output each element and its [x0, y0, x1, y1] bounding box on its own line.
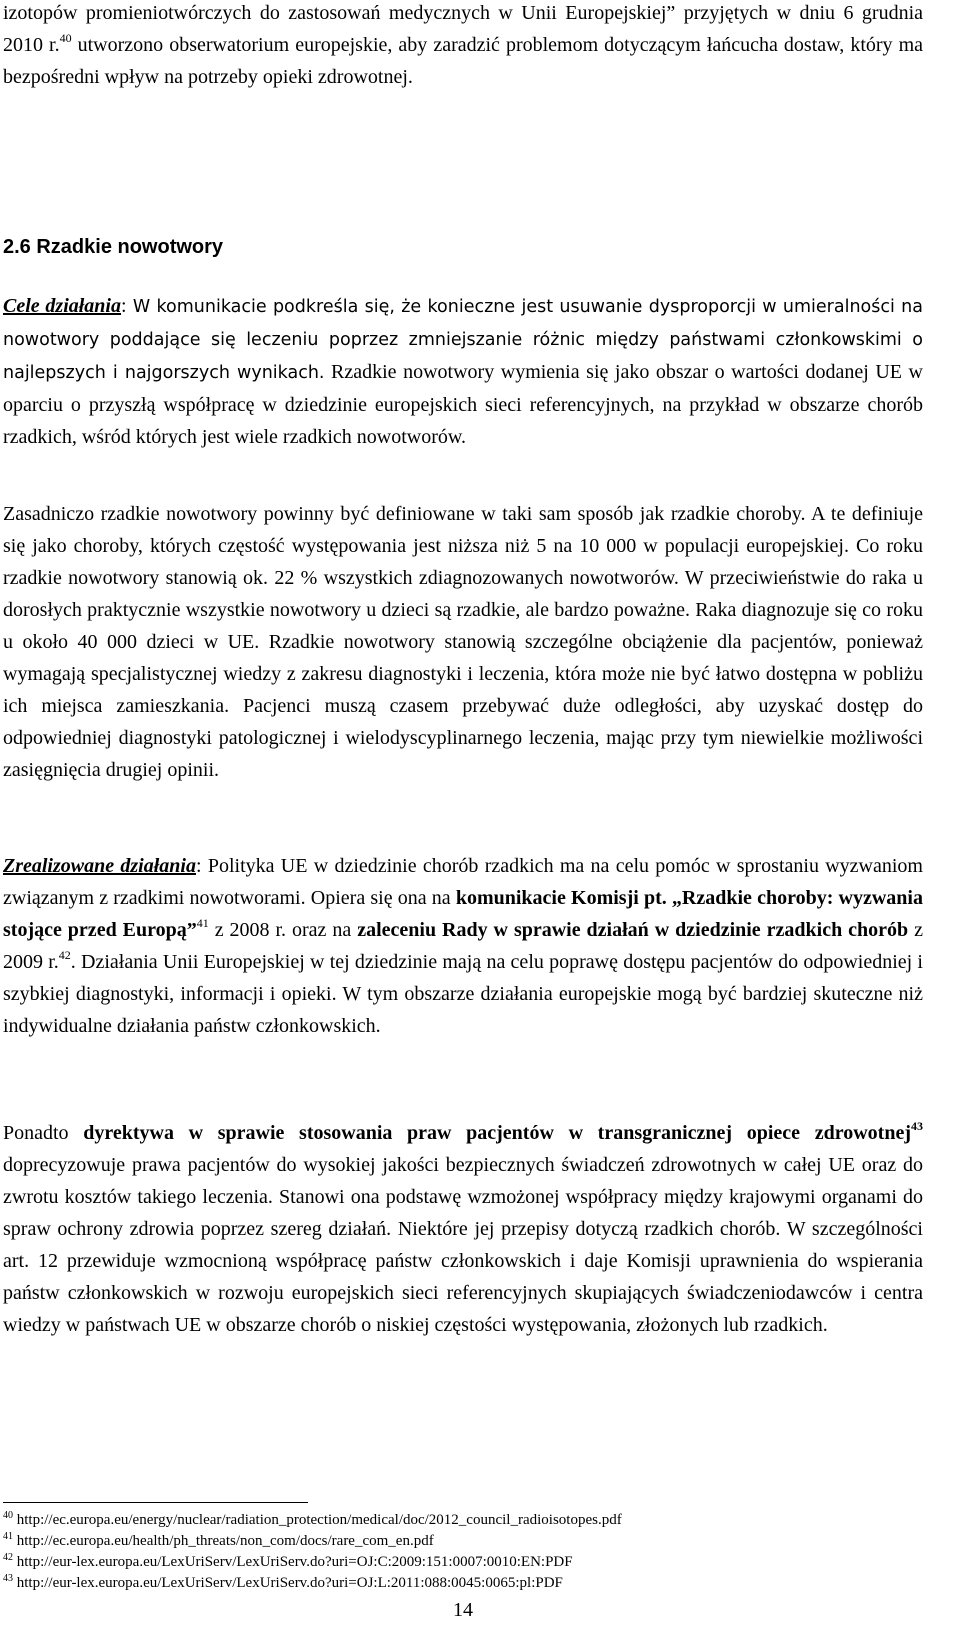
goals-label: Cele działania	[3, 295, 121, 317]
page-number: 14	[453, 1599, 473, 1621]
footnotes-list	[3, 1510, 923, 1594]
footnote-link[interactable]: http://eur-lex.europa.eu/LexUriServ/LexUriServ.do?uri=OJ:C:2009:151:0007:0010:EN:PDF	[13, 1554, 573, 1570]
footnote-link[interactable]: http://ec.europa.eu/energy/nuclear/radiation_protection/medical/doc/2012_council_radioisotopes.pdf	[13, 1512, 622, 1528]
actions-text-3: z 2009 r.	[3, 919, 923, 973]
footnote-number: 42	[3, 1552, 13, 1563]
actions-label: Zrealizowane działania	[3, 855, 196, 877]
actions-label-separator: :	[195, 855, 202, 877]
footnote-41	[3, 1531, 923, 1552]
actions-text-2: z 2008 r. oraz na	[208, 919, 358, 941]
footnote-divider	[3, 1502, 308, 1503]
commission-communication-title: komunikacie Komisji pt. „Rzadkie choroby: wyzwania stojące przed Europą”	[3, 887, 923, 941]
footnote-ref-42[interactable]: 42	[58, 948, 71, 962]
directive-text-continued: doprecyzowuje prawa pacjentów do wysokiej jakości bezpiecznych świadczeń zdrowotnych w całej UE oraz do zwrotu kosztów takiego leczenia. Stanowi ona podstawę wzmożonej współpracy między krajowymi organami do spraw ochrony zdrowia poprzez szereg działań. Niektóre jej przepisy dotyczą rzadkich chorób. W szczególności art. 12 przewiduje wzmocnioną współpracę państw członkowskich i daje Komisji uprawnienia do wspierania państw członkowskich w rozwoju europejskich sieci referencyjnych skupiających świadczeniodawców i centra wiedzy w państwach UE w obszarze chorób o niskiej częstości występowania, złożonych lub rzadkich.	[3, 1154, 923, 1336]
actions-text: Polityka UE w dziedzinie chorób rzadkich ma na celu pomóc w sprostaniu wyzwaniom związanym z rzadkimi nowotworami. Opiera się ona na	[3, 855, 923, 909]
footnote-40	[3, 1510, 923, 1531]
footnote-number: 40	[3, 1510, 13, 1521]
footnote-42	[3, 1552, 923, 1573]
footnote-number: 43	[3, 1573, 13, 1584]
footnote-link[interactable]: http://eur-lex.europa.eu/LexUriServ/LexUriServ.do?uri=OJ:L:2011:088:0045:0065:pl:PDF	[13, 1575, 563, 1591]
footnote-ref-40[interactable]: 40	[59, 31, 72, 45]
intro-text: izotopów promieniotwórczych do zastosowań medycznych w Unii Europejskiej” przyjętych w dniu 6 grudnia 2010 r.	[3, 2, 923, 56]
footnote-43	[3, 1573, 923, 1594]
footnote-link[interactable]: http://ec.europa.eu/health/ph_threats/non_com/docs/rare_com_en.pdf	[13, 1533, 434, 1549]
actions-paragraph	[3, 850, 923, 1042]
actions-text-4: . Działania Unii Europejskiej w tej dziedzinie mają na celu poprawę dostępu pacjentów do odpowiedniej i szybkiej diagnostyki, informacji i opieki. W tym obszarze działania europejskie mogą być bardziej skuteczne niż indywidualne działania państw członkowskich.	[3, 951, 923, 1037]
intro-paragraph	[3, 0, 923, 93]
footnote-ref-41[interactable]: 41	[196, 916, 209, 930]
goals-text: W komunikacie podkreśla się, że konieczne jest usuwanie dysproporcji w umieralności na nowotwory poddające się leczeniu poprzez zmniejszanie różnic między państwami członkowskimi o najlepszych i najgorszych wynikach.	[3, 297, 923, 383]
section-heading: 2.6 Rzadkie nowotwory	[3, 236, 224, 258]
directive-title: dyrektywa w sprawie stosowania praw pacjentów w transgranicznej opiece zdrowotnej	[83, 1122, 911, 1144]
goals-text-continued: Rzadkie nowotwory wymienia się jako obszar o wartości dodanej UE w oparciu o przyszłą współpracę w dziedzinie europejskich sieci referencyjnych, na przykład w obszarze chorób rzadkich, wśród których jest wiele rzadkich nowotworów.	[3, 361, 923, 448]
footnote-number: 41	[3, 1531, 13, 1542]
goals-label-separator: :	[121, 295, 127, 317]
directive-paragraph	[3, 1117, 923, 1341]
definition-paragraph: Zasadniczo rzadkie nowotwory powinny być definiowane w taki sam sposób jak rzadkie choroby. A te definiuje się jako choroby, których częstość występowania jest niższa niż 5 na 10 000 w populacji europejskiej. Co roku rzadkie nowotwory stanowią ok. 22 % wszystkich zdiagnozowanych nowotworów. W przeciwieństwie do raka u dorosłych praktycznie wszystkie nowotwory u dzieci są rzadkie, ale bardzo poważne. Raka diagnozuje się co roku u około 40 000 dzieci w UE. Rzadkie nowotwory stanowią szczególne obciążenie dla pacjentów, ponieważ wymagają specjalistycznej wiedzy z zakresu diagnostyki i leczenia, która może nie być łatwo dostępna w pobliżu ich miejsca zamieszkania. Pacjenci muszą czasem przebywać duże odległości, aby uzyskać dostęp do odpowiedniej diagnostyki patologicznej i wielodyscyplinarnego leczenia, mając przy tym niewielkie możliwości zasięgnięcia drugiej opinii.	[3, 503, 923, 781]
intro-text-continued: utworzono obserwatorium europejskie, aby zaradzić problemom dotyczącym łańcucha dostaw, który ma bezpośredni wpływ na potrzeby opieki zdrowotnej.	[3, 34, 924, 88]
goals-paragraph	[3, 290, 923, 453]
directive-text: Ponadto	[3, 1122, 84, 1144]
footnote-ref-43[interactable]: 43	[911, 1119, 923, 1133]
council-recommendation-title: zaleceniu Rady w sprawie działań w dziedzinie rzadkich chorób	[357, 919, 909, 941]
